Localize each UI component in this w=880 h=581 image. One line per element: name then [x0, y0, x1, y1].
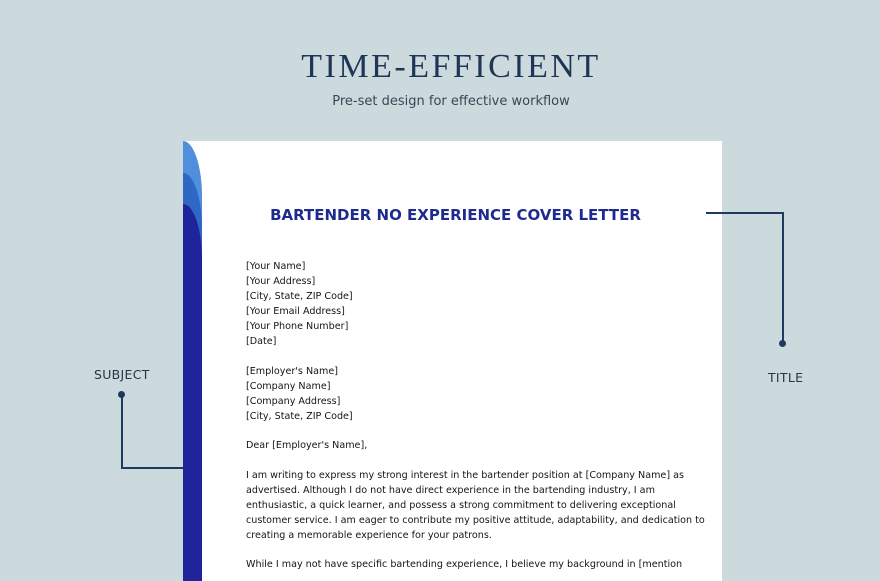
sender-name: [Your Name] — [246, 261, 306, 272]
salutation: Dear [Employer's Name], — [246, 440, 368, 451]
sender-phone: [Your Phone Number] — [246, 321, 349, 332]
company-city: [City, State, ZIP Code] — [246, 410, 353, 422]
title-callout-label: TITLE — [768, 370, 804, 385]
subject-callout-label: SUBJECT — [94, 367, 150, 382]
subject-callout-line-horizontal — [121, 467, 183, 469]
paragraph-line: creating a memorable experience for your patrons. — [246, 529, 492, 541]
sender-block — [246, 259, 666, 349]
page-heading: TIME-EFFICIENT — [301, 48, 601, 85]
document-preview — [183, 141, 722, 581]
document-body — [246, 259, 705, 572]
company-name: [Company Name] — [246, 380, 331, 392]
sender-email: [Your Email Address] — [246, 306, 345, 317]
body-paragraph-1 — [246, 468, 705, 543]
sender-city: [City, State, ZIP Code] — [246, 291, 353, 302]
employer-name: [Employer's Name] — [246, 365, 339, 377]
paragraph-line: advertised. Although I do not have direct experience in the bartending industry, I am — [246, 484, 655, 496]
title-callout-dot — [779, 340, 786, 347]
paragraph-line: customer service. I am eager to contribute my positive attitude, adaptability, and dedication to — [246, 514, 705, 526]
paragraph-line: I am writing to express my strong interest in the bartender position at [Company Name] as — [246, 469, 685, 481]
page-subheading: Pre-set design for effective workflow — [332, 94, 570, 109]
paragraph-line: enthusiastic, a quick learner, and possess a strong commitment to delivering exceptional — [246, 499, 676, 511]
sender-address: [Your Address] — [246, 276, 316, 287]
accent-band-dark — [183, 204, 202, 581]
letter-date: [Date] — [246, 336, 277, 347]
title-callout-line-horizontal — [706, 212, 784, 214]
company-address: [Company Address] — [246, 395, 341, 407]
body-paragraph-2: While I may not have specific bartending experience, I believe my background in [mention — [246, 559, 683, 570]
recipient-block — [246, 364, 666, 424]
subject-callout-line-vertical — [121, 394, 123, 469]
title-callout-line-vertical — [782, 212, 784, 344]
document-title: BARTENDER NO EXPERIENCE COVER LETTER — [270, 206, 641, 224]
